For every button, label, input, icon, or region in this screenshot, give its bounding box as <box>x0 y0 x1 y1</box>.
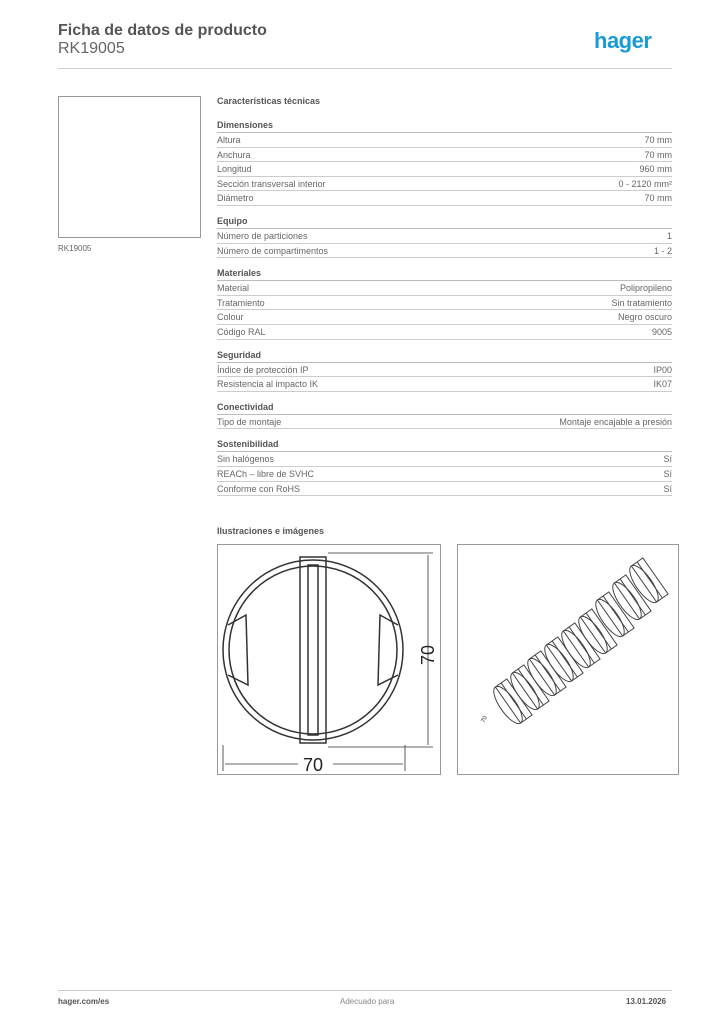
spec-label: Anchura <box>217 149 251 160</box>
spec-label: Índice de protección IP <box>217 364 309 375</box>
spec-row <box>217 162 672 177</box>
specs-title: Características técnicas <box>217 96 321 106</box>
spec-label: Diámetro <box>217 193 254 204</box>
spec-value: 960 mm <box>639 164 672 175</box>
conduit-segment <box>523 651 566 700</box>
spec-section <box>217 120 672 206</box>
spec-value: Polipropileno <box>619 283 672 294</box>
conduit-segment <box>557 623 600 672</box>
spec-section <box>217 268 672 339</box>
spec-value: Sí <box>663 454 672 465</box>
spec-value: 70 mm <box>644 135 672 145</box>
spec-label: Código RAL <box>217 326 266 337</box>
conduit-segment <box>574 609 617 658</box>
spec-section <box>217 402 672 430</box>
spec-row <box>217 325 672 340</box>
spec-label: Material <box>217 283 250 294</box>
spec-section <box>217 439 672 496</box>
product-image <box>58 96 201 238</box>
spec-value: 1 - 2 <box>653 245 672 256</box>
spec-row <box>217 310 672 325</box>
spec-section-title: Dimensiones <box>217 120 672 133</box>
spec-label: Sección transversal interior <box>217 178 326 189</box>
conduit-segment <box>540 637 583 686</box>
spec-value: Sí <box>663 468 672 479</box>
product-3d-drawing <box>457 544 679 775</box>
footer-date: 13.01.2026 <box>626 997 667 1006</box>
spec-value: 9005 <box>651 326 672 337</box>
specs-table <box>217 96 672 506</box>
svg-text:70: 70 <box>480 715 490 724</box>
spec-row <box>217 415 672 430</box>
spec-row <box>217 296 672 311</box>
illustrations-title: Ilustraciones e imágenes <box>217 526 325 536</box>
spec-row <box>217 281 672 296</box>
spec-value: Negro oscuro <box>617 312 672 323</box>
spec-label: Número de compartimentos <box>217 245 329 256</box>
spec-row <box>217 377 672 392</box>
conduit-segment <box>489 679 532 728</box>
spec-row <box>217 452 672 467</box>
spec-section <box>217 350 672 392</box>
spec-row <box>217 148 672 163</box>
spec-label: Colour <box>217 312 244 323</box>
spec-label: Tipo de montaje <box>217 416 282 427</box>
footer-center-text: Adecuado para <box>340 997 395 1006</box>
product-image-caption: RK19005 <box>58 244 92 253</box>
footer-divider <box>58 990 672 991</box>
spec-label: REACh – libre de SVHC <box>217 468 315 479</box>
spec-section <box>217 216 672 258</box>
header-divider <box>58 68 672 69</box>
svg-text:70: 70 <box>303 755 324 774</box>
spec-label: Longitud <box>217 164 252 175</box>
spec-row <box>217 177 672 192</box>
hager-logo: hager <box>594 28 652 53</box>
spec-value: 0 - 2120 mm² <box>618 178 672 189</box>
spec-label: Sin halógenos <box>217 454 275 465</box>
spec-value: 70 mm <box>644 149 672 160</box>
spec-value: Montaje encajable a presión <box>559 416 672 427</box>
spec-label: Resistencia al impacto IK <box>217 379 319 390</box>
spec-row <box>217 244 672 259</box>
dimension-drawing <box>217 544 441 775</box>
svg-text:70: 70 <box>418 644 438 665</box>
spec-label: Tratamiento <box>217 297 265 308</box>
spec-value: IK07 <box>653 379 672 390</box>
spec-row <box>217 363 672 378</box>
spec-section-title: Sostenibilidad <box>217 439 672 452</box>
page-title: Ficha de datos de producto <box>58 22 267 39</box>
spec-row <box>217 229 672 244</box>
spec-row <box>217 191 672 206</box>
spec-value: Sin tratamiento <box>611 297 672 308</box>
spec-value: IP00 <box>653 364 672 375</box>
spec-section-title: Equipo <box>217 216 672 229</box>
spec-section-title: Conectividad <box>217 402 672 415</box>
spec-row <box>217 133 672 148</box>
spec-section-title: Materiales <box>217 268 672 281</box>
spec-value: Sí <box>663 483 672 494</box>
spec-row <box>217 482 672 497</box>
spec-value: 1 <box>666 230 672 241</box>
conduit-segment <box>506 665 549 714</box>
spec-label: Número de particiones <box>217 230 308 241</box>
spec-label: Conforme con RoHS <box>217 483 301 494</box>
spec-row <box>217 467 672 482</box>
spec-section-title: Seguridad <box>217 350 672 363</box>
footer-website-link[interactable]: hager.com/es <box>58 997 110 1006</box>
product-code: RK19005 <box>58 40 125 57</box>
spec-label: Altura <box>217 135 241 145</box>
spec-value: 70 mm <box>644 193 672 204</box>
